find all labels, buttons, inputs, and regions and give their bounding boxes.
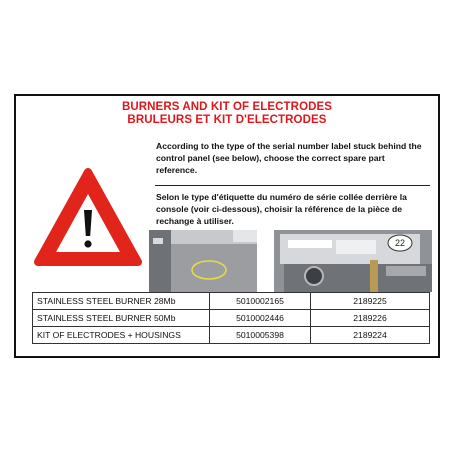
part-ref-new: 2189224 [311, 327, 430, 344]
serial-label-photo-2 [274, 230, 432, 292]
warning-icon [32, 166, 144, 270]
serial-label-photo-1 [149, 230, 257, 292]
part-ref-old: 5010002446 [210, 310, 311, 327]
photo-label-number: 22 [394, 238, 406, 248]
part-ref-old: 5010002165 [210, 293, 311, 310]
instruction-card [14, 94, 440, 358]
title-french: BRULEURS ET KIT D'ELECTRODES [127, 114, 327, 126]
table-row [33, 310, 430, 327]
instructions-french: Selon le type d'étiquette du numéro de série collée derrière la console (voir ci-dessous), choisir la référence de la pièce de rechange à utiliser. [156, 192, 407, 226]
title-english: BURNERS AND KIT OF ELECTRODES [121, 101, 333, 113]
part-description: KIT OF ELECTRODES + HOUSINGS [33, 327, 210, 344]
table-row [33, 327, 430, 344]
table-row [33, 293, 430, 310]
parts-table [32, 292, 430, 344]
part-description: STAINLESS STEEL BURNER 28Mb [33, 293, 210, 310]
instructions-english: According to the type of the serial number label stuck behind the control panel (see below), choose the correct spare part reference. [156, 141, 422, 175]
divider [155, 185, 430, 186]
part-ref-old: 5010005398 [210, 327, 311, 344]
part-ref-new: 2189226 [311, 310, 430, 327]
part-ref-new: 2189225 [311, 293, 430, 310]
part-description: STAINLESS STEEL BURNER 50Mb [33, 310, 210, 327]
